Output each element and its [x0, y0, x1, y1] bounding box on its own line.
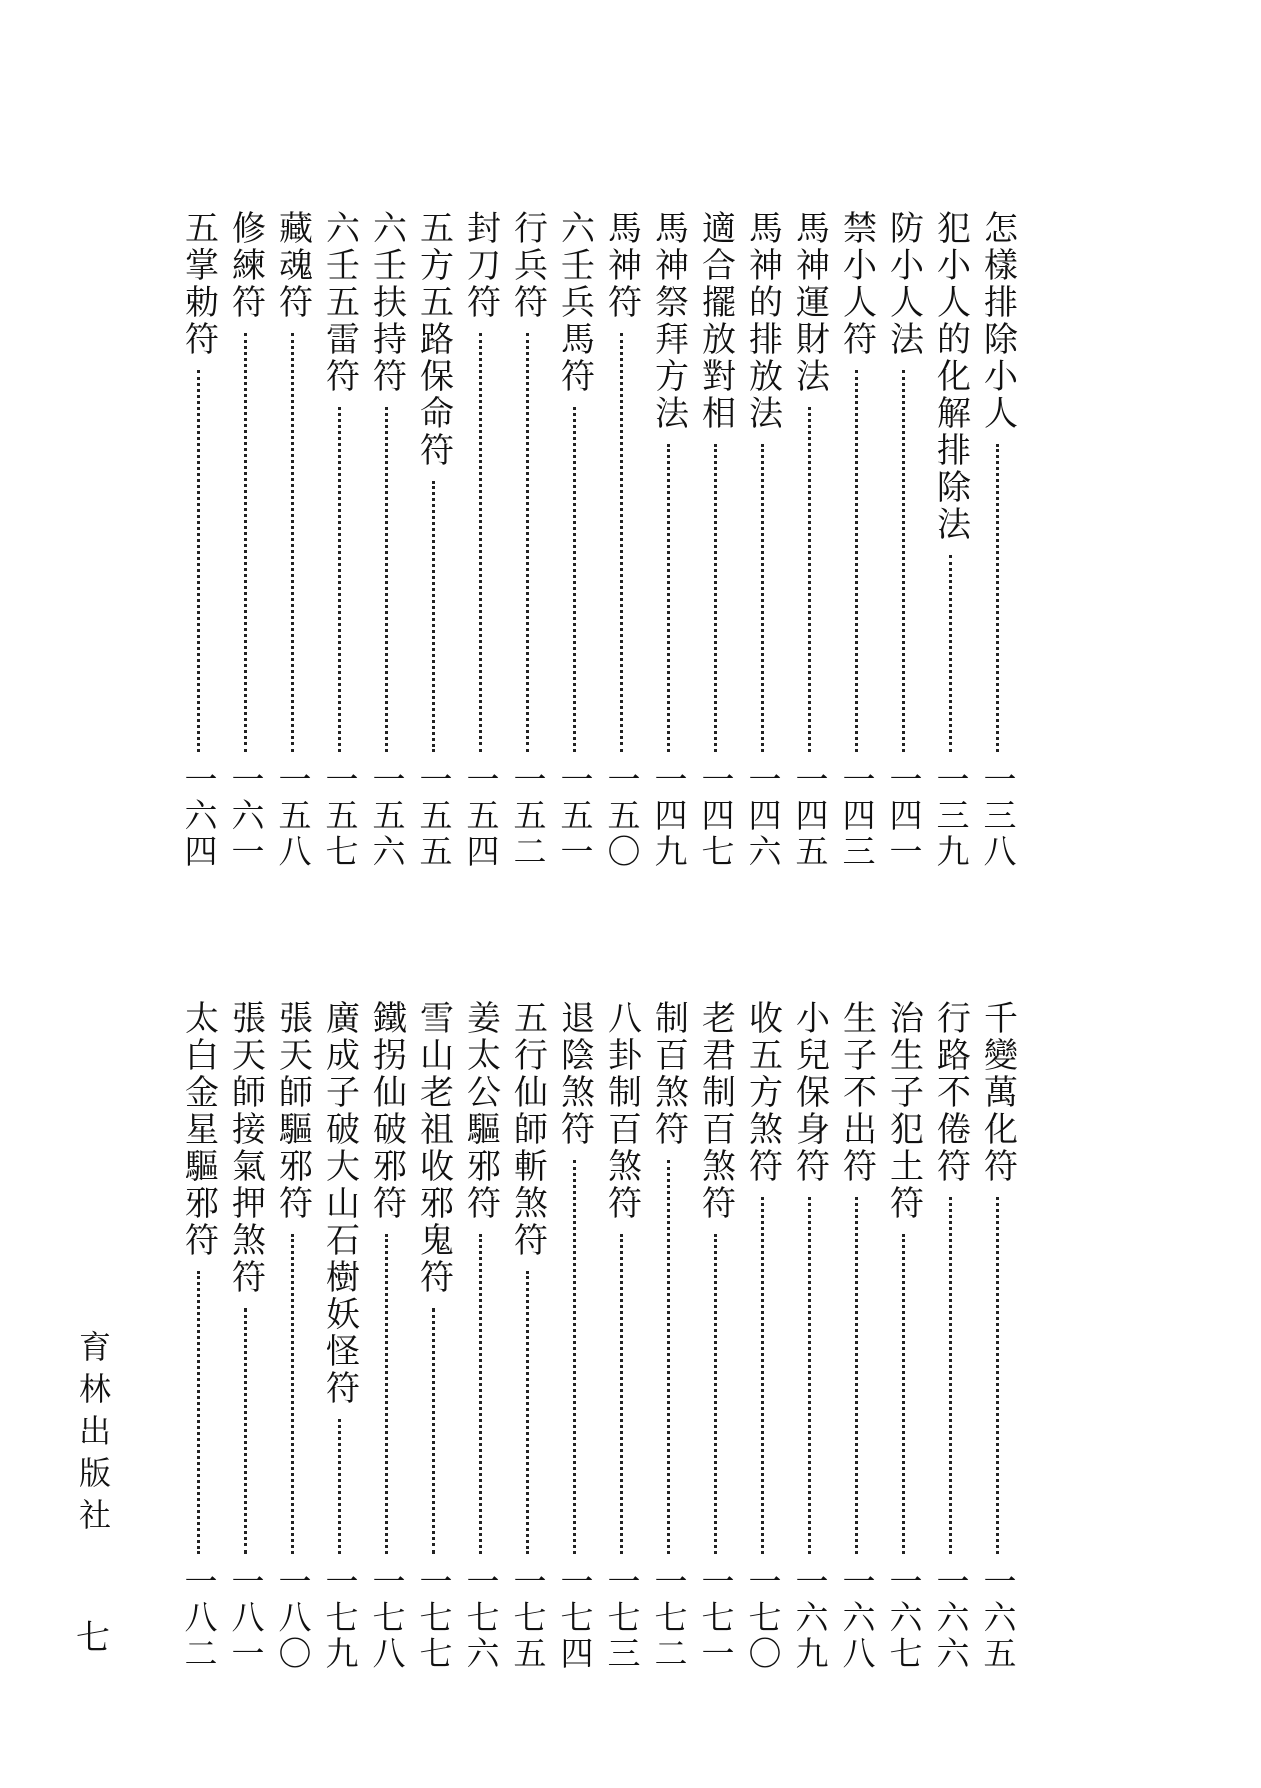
toc-entry-page: 一五一 — [555, 762, 595, 870]
toc-entry-page: 一五五 — [414, 762, 454, 870]
toc-entry-page: 一三九 — [931, 762, 971, 870]
toc-entry-page: 一六九 — [790, 1564, 830, 1672]
toc-entry-page: 一六八 — [837, 1564, 877, 1672]
toc-entry — [598, 210, 645, 870]
toc-entry-page: 一六一 — [226, 762, 266, 870]
toc-entry — [645, 1000, 692, 1672]
toc-entry-page: 一七三 — [602, 1564, 642, 1672]
toc-entry-title: 張天師驅邪符 — [272, 1000, 313, 1222]
dot-leader — [197, 370, 200, 752]
toc-entry — [175, 1000, 222, 1672]
toc-entry-title: 生子不出符 — [836, 1000, 877, 1185]
toc-entry-page: 一七七 — [414, 1564, 454, 1672]
dot-leader — [667, 444, 670, 752]
toc-entry-title: 太白金星驅邪符 — [178, 1000, 219, 1259]
publisher-name: 育林出版社 — [74, 1330, 112, 1540]
dot-leader — [949, 1197, 952, 1554]
toc-entry-page: 一七〇 — [743, 1564, 783, 1672]
dot-leader — [197, 1271, 200, 1554]
toc-entry-title: 治生子犯土符 — [883, 1000, 924, 1222]
toc-entry-page: 一四六 — [743, 762, 783, 870]
toc-entry-title: 藏魂符 — [272, 210, 313, 321]
toc-entry-page: 一六五 — [978, 1564, 1018, 1672]
toc-entry-title: 行兵符 — [507, 210, 548, 321]
toc-entry — [692, 1000, 739, 1672]
dot-leader — [479, 333, 482, 752]
dot-leader — [761, 1197, 764, 1554]
dot-leader — [338, 407, 341, 752]
toc-entry — [504, 210, 551, 870]
toc-entry — [927, 1000, 974, 1672]
toc-entry-title: 六壬五雷符 — [319, 210, 360, 395]
toc-entry-page: 一五七 — [320, 762, 360, 870]
toc-entry-page: 一五二 — [508, 762, 548, 870]
toc-entry — [880, 210, 927, 870]
toc-entry-title: 張天師接氣押煞符 — [225, 1000, 266, 1296]
toc-entry — [880, 1000, 927, 1672]
toc-entry-title: 馬神符 — [601, 210, 642, 321]
toc-entry — [927, 210, 974, 870]
toc-entry-page: 一七八 — [367, 1564, 407, 1672]
toc-entry-page: 一八二 — [179, 1564, 219, 1672]
toc-entry — [363, 210, 410, 870]
dot-leader — [620, 333, 623, 752]
toc-entry-title: 修練符 — [225, 210, 266, 321]
toc-entry-title: 退陰煞符 — [554, 1000, 595, 1148]
toc-entry — [504, 1000, 551, 1672]
toc-entry-title: 禁小人符 — [836, 210, 877, 358]
toc-entry-title: 適合擺放對相 — [695, 210, 736, 432]
toc-entry-title: 六壬兵馬符 — [554, 210, 595, 395]
toc-entry — [222, 1000, 269, 1672]
toc-entry-page: 一八〇 — [273, 1564, 313, 1672]
toc-entry-page: 一七四 — [555, 1564, 595, 1672]
dot-leader — [432, 1308, 435, 1554]
toc-entry — [410, 1000, 457, 1672]
toc-entry-page: 一六六 — [931, 1564, 971, 1672]
toc-entry-title: 馬神祭拜方法 — [648, 210, 689, 432]
dot-leader — [808, 407, 811, 752]
toc-entry — [974, 1000, 1021, 1672]
dot-leader — [667, 1160, 670, 1554]
toc-entry — [739, 210, 786, 870]
toc-entry-title: 五行仙師斬煞符 — [507, 1000, 548, 1259]
toc-entry — [269, 1000, 316, 1672]
toc-entry-title: 制百煞符 — [648, 1000, 689, 1148]
toc-entry — [410, 210, 457, 870]
toc-entry-title: 馬神運財法 — [789, 210, 830, 395]
toc-block-upper — [175, 210, 1021, 870]
toc-entry-title: 犯小人的化解排除法 — [930, 210, 971, 543]
dot-leader — [479, 1234, 482, 1554]
toc-entry — [269, 210, 316, 870]
toc-entry-page: 一三八 — [978, 762, 1018, 870]
dot-leader — [338, 1419, 341, 1554]
toc-entry-page: 一七九 — [320, 1564, 360, 1672]
toc-entry-page: 一四九 — [649, 762, 689, 870]
toc-entry-title: 封刀符 — [460, 210, 501, 321]
dot-leader — [855, 370, 858, 752]
toc-entry-title: 鐵拐仙破邪符 — [366, 1000, 407, 1222]
toc-entry-page: 一四五 — [790, 762, 830, 870]
toc-entry-title: 五方五路保命符 — [413, 210, 454, 469]
toc-entry — [833, 1000, 880, 1672]
toc-entry-page: 一五八 — [273, 762, 313, 870]
toc-entry-title: 行路不倦符 — [930, 1000, 971, 1185]
toc-entry-page: 一五〇 — [602, 762, 642, 870]
dot-leader — [385, 1234, 388, 1554]
toc-entry-page: 一六七 — [884, 1564, 924, 1672]
dot-leader — [620, 1234, 623, 1554]
toc-entry-title: 姜太公驅邪符 — [460, 1000, 501, 1222]
dot-leader — [808, 1197, 811, 1554]
toc-entry-title: 雪山老祖收邪鬼符 — [413, 1000, 454, 1296]
dot-leader — [526, 1271, 529, 1554]
toc-entry — [551, 1000, 598, 1672]
dot-leader — [761, 444, 764, 752]
toc-entry-title: 馬神的排放法 — [742, 210, 783, 432]
toc-entry-page: 一六四 — [179, 762, 219, 870]
toc-entry-page: 一五六 — [367, 762, 407, 870]
dot-leader — [244, 333, 247, 752]
toc-entry-title: 怎樣排除小人 — [977, 210, 1018, 432]
page-number: 七 — [76, 1618, 110, 1658]
toc-entry-title: 五掌勅符 — [178, 210, 219, 358]
toc-entry — [457, 210, 504, 870]
toc-entry-page: 一五四 — [461, 762, 501, 870]
toc-entry — [316, 1000, 363, 1672]
dot-leader — [385, 407, 388, 752]
dot-leader — [573, 407, 576, 752]
toc-entry-page: 一四一 — [884, 762, 924, 870]
dot-leader — [291, 1234, 294, 1554]
toc-entry — [316, 210, 363, 870]
toc-entry — [645, 210, 692, 870]
toc-entry-title: 千變萬化符 — [977, 1000, 1018, 1185]
toc-entry — [974, 210, 1021, 870]
toc-entry — [222, 210, 269, 870]
toc-entry-page: 一七一 — [696, 1564, 736, 1672]
toc-entry — [786, 1000, 833, 1672]
dot-leader — [244, 1308, 247, 1554]
dot-leader — [714, 444, 717, 752]
toc-entry-title: 老君制百煞符 — [695, 1000, 736, 1222]
toc-entry — [457, 1000, 504, 1672]
toc-entry — [739, 1000, 786, 1672]
dot-leader — [291, 333, 294, 752]
toc-entry — [175, 210, 222, 870]
toc-entry-title: 收五方煞符 — [742, 1000, 783, 1185]
toc-entry-title: 六壬扶持符 — [366, 210, 407, 395]
dot-leader — [526, 333, 529, 752]
toc-entry-page: 一四七 — [696, 762, 736, 870]
dot-leader — [714, 1234, 717, 1554]
toc-entry-page: 一七六 — [461, 1564, 501, 1672]
toc-entry-page: 一八一 — [226, 1564, 266, 1672]
toc-entry — [598, 1000, 645, 1672]
toc-entry-title: 廣成子破大山石樹妖怪符 — [319, 1000, 360, 1407]
dot-leader — [902, 370, 905, 752]
toc-entry — [363, 1000, 410, 1672]
toc-entry — [551, 210, 598, 870]
toc-entry-title: 小兒保身符 — [789, 1000, 830, 1185]
toc-entry-page: 一七二 — [649, 1564, 689, 1672]
toc-entry-title: 防小人法 — [883, 210, 924, 358]
dot-leader — [949, 555, 952, 752]
toc-entry-title: 八卦制百煞符 — [601, 1000, 642, 1222]
dot-leader — [902, 1234, 905, 1554]
dot-leader — [573, 1160, 576, 1554]
dot-leader — [996, 444, 999, 752]
toc-entry — [833, 210, 880, 870]
toc-block-lower — [175, 1000, 1021, 1672]
toc-entry-page: 一四三 — [837, 762, 877, 870]
toc-entry — [692, 210, 739, 870]
dot-leader — [432, 481, 435, 752]
dot-leader — [996, 1197, 999, 1554]
dot-leader — [855, 1197, 858, 1554]
toc-entry — [786, 210, 833, 870]
toc-entry-page: 一七五 — [508, 1564, 548, 1672]
